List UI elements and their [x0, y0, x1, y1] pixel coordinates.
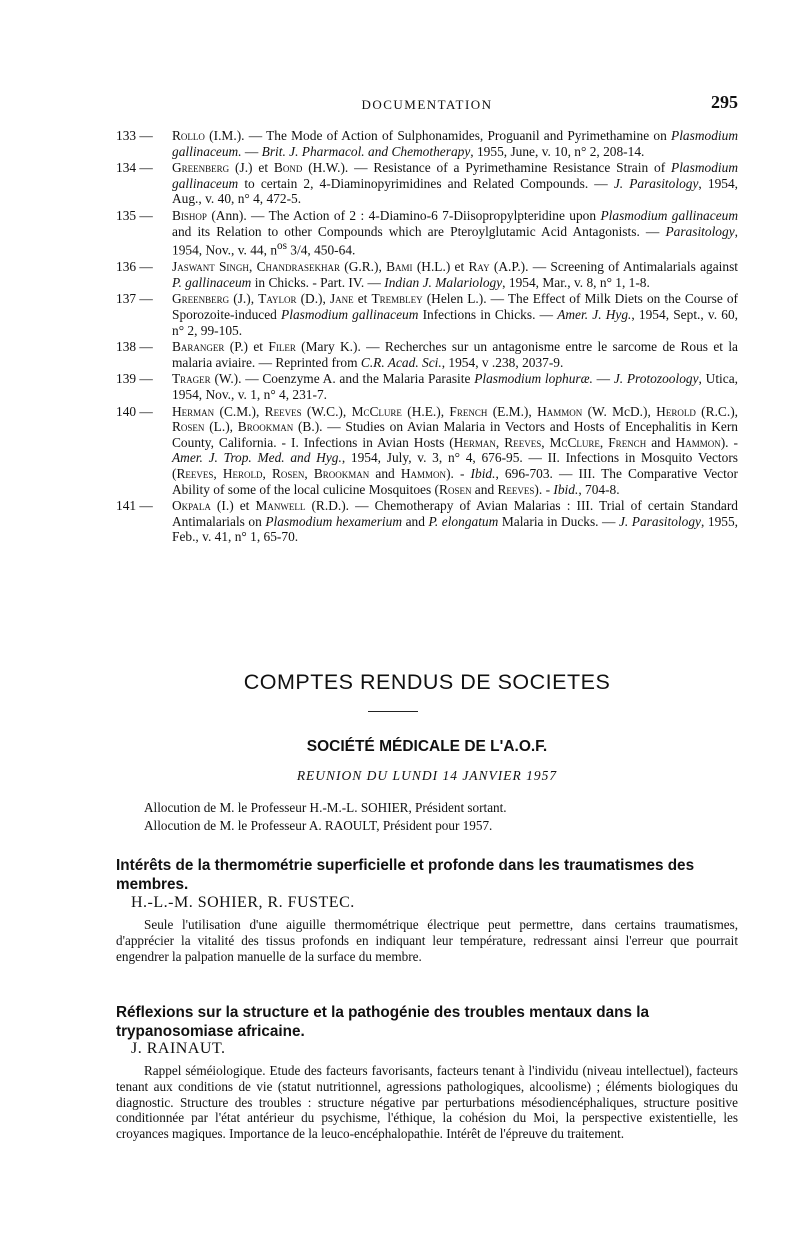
reference-list — [116, 128, 738, 546]
society-name: SOCIÉTÉ MÉDICALE DE L'A.O.F. — [306, 738, 548, 755]
reference-text: Herman (C.M.), Reeves (W.C.), McClure (H.E.), French (E.M.), Hammon (W. McD.), Herold (R.C.), Rosen (L.), Brookman (B.). — Studies on Avian Malaria in Vectors and Hosts of Encephalitis in Kern County, California. - I. Infections in Avian Hosts (Herman, Reeves, McClure, French and Hammon). - Amer. J. Trop. Med. and Hyg., 1954, July, v. 3, n° 4, 676-95. — II. Infections in Mosquito Vectors (Reeves, Herold, Rosen, Brookman and Hammon). - Ibid., 696-703. — III. The Comparative Vector Ability of some of the local culicine Mosquitoes (Rosen and Reeves). - Ibid., 704-8. — [172, 403, 739, 497]
reference-number: 138 — — [116, 339, 153, 355]
reference-text: Baranger (P.) et Filer (Mary K.). — Recherches sur un antagonisme entre le sarcome de Rous et la malaria aviaire. — Reprinted from C.R. Acad. Sci., 1954, v .238, 2037-9. — [172, 339, 739, 370]
section-divider — [368, 711, 418, 712]
reference-text: Trager (W.). — Coenzyme A. and the Malaria Parasite Plasmodium lophuræ. — J. Protozoology, Utica, 1954, Nov., v. 1, n° 4, 231-7. — [172, 371, 738, 402]
article-title: Intérêts de la thermométrie superficielle et profonde dans les traumatismes des membres. — [116, 857, 695, 893]
reference-text: Greenberg (J.), Taylor (D.), Jane et Trembley (Helen L.). — The Effect of Milk Diets on the Course of Sporozoite-induced Plasmodium gallinaceum Infections in Chicks. — Amer. J. Hyg., 1954, Sept., v. 60, n° 2, 99-105. — [172, 291, 739, 338]
reference-text: Okpala (I.) et Manwell (R.D.). — Chemotherapy of Avian Malarias : III. Trial of certain Standard Antimalarials on Plasmodium hexamerium and P. elongatum Malaria in Ducks. — J. Parasitology, 1955, Feb., v. 41, n° 1, 65-70. — [172, 498, 739, 545]
running-title: DOCUMENTATION — [361, 97, 493, 112]
reference-number: 141 — — [116, 498, 153, 514]
reference-text: Greenberg (J.) et Bond (H.W.). — Resistance of a Pyrimethamine Resistance Strain of Plasmodium gallinaceum to certain 2, 4-Diaminopyrimidines and Related Compounds. — J. Parasitology, 1954, Aug., v. 40, n° 4, 472-5. — [172, 160, 738, 207]
article-authors: J. RAINAUT. — [131, 1040, 226, 1057]
reference-entry — [116, 291, 738, 338]
reference-number: 140 — — [116, 403, 153, 419]
reference-entry — [116, 208, 738, 258]
reference-number: 136 — — [116, 259, 153, 275]
article-title: Réflexions sur la structure et la pathogénie des troubles mentaux dans la trypanosomiase africaine. — [116, 1004, 649, 1040]
reference-text: Jaswant Singh, Chandrasekhar (G.R.), Bami (H.L.) et Ray (A.P.). — Screening of Antimalarials against P. gallinaceum in Chicks. - Part. IV. — Indian J. Malariology, 1954, Mar., v. 8, n° 1, 1-8. — [172, 259, 738, 290]
reference-number: 135 — — [116, 207, 153, 223]
reference-entry — [116, 128, 738, 159]
running-header — [116, 94, 738, 114]
reference-entry — [116, 259, 738, 290]
reference-number: 133 — — [116, 128, 153, 143]
reference-number: 137 — — [116, 291, 153, 307]
article-abstract: Rappel séméiologique. Etude des facteurs favorisants, facteurs tenant à l'individu (niveau intellectuel), facteurs tenant aux conditions de vie (statut nutritionnel, agressions pathologiques, alcoolisme) ; éléments biologiques du diagnostic. Structure des troubles : structure négative par perturbations mésodiencéphaliques, structure positive conditionnée par l'état antérieur du psychisme, l'éthique, la cohésion du Moi, la perspective existentielle, les croyances magiques. Importance de la leuco-encéphalopathie. Intérêt de l'épreuve du traitement. — [116, 1063, 738, 1142]
page-number: 295 — [711, 92, 738, 112]
section-title: COMPTES RENDUS DE SOCIETES — [243, 670, 611, 694]
allocution-line: Allocution de M. le Professeur A. RAOULT, Président pour 1957. — [144, 818, 493, 833]
reference-entry — [116, 160, 738, 207]
reference-number: 134 — — [116, 160, 153, 176]
reference-text: Rollo (I.M.). — The Mode of Action of Sulphonamides, Proguanil and Pyrimethamine on Plasmodium gallinaceum. — Brit. J. Pharmacol. and Chemotherapy, 1955, June, v. 10, n° 2, 208-14. — [172, 128, 738, 159]
reference-entry — [116, 498, 738, 545]
reference-entry — [116, 339, 738, 370]
reference-text: Bishop (Ann). — The Action of 2 : 4-Diamino-6 7-Diisopropylpteridine upon Plasmodium gallinaceum and its Relation to other Compounds which are Pteroylglutamic Acid Antagonists. — Parasitology, 1954, Nov., v. 44, $n^{os}$ 3/4, 450-64. — [172, 207, 739, 258]
allocution-line: Allocution de M. le Professeur H.-M.-L. SOHIER, Président sortant. — [144, 800, 507, 815]
reference-entry — [116, 404, 738, 498]
reference-entry — [116, 371, 738, 402]
article-authors: H.-L.-M. SOHIER, R. FUSTEC. — [131, 894, 355, 911]
article-abstract: Seule l'utilisation d'une aiguille thermométrique électrique peut permettre, dans certains traumatismes, d'apprécier la vitalité des tissus profonds en indiquant leur température, redressant ainsi l'erreur que pourrait engendrer la palpation manuelle de la surface du membre. — [116, 917, 738, 964]
reference-number: 139 — — [116, 371, 153, 387]
meeting-date: REUNION DU LUNDI 14 JANVIER 1957 — [296, 768, 558, 783]
